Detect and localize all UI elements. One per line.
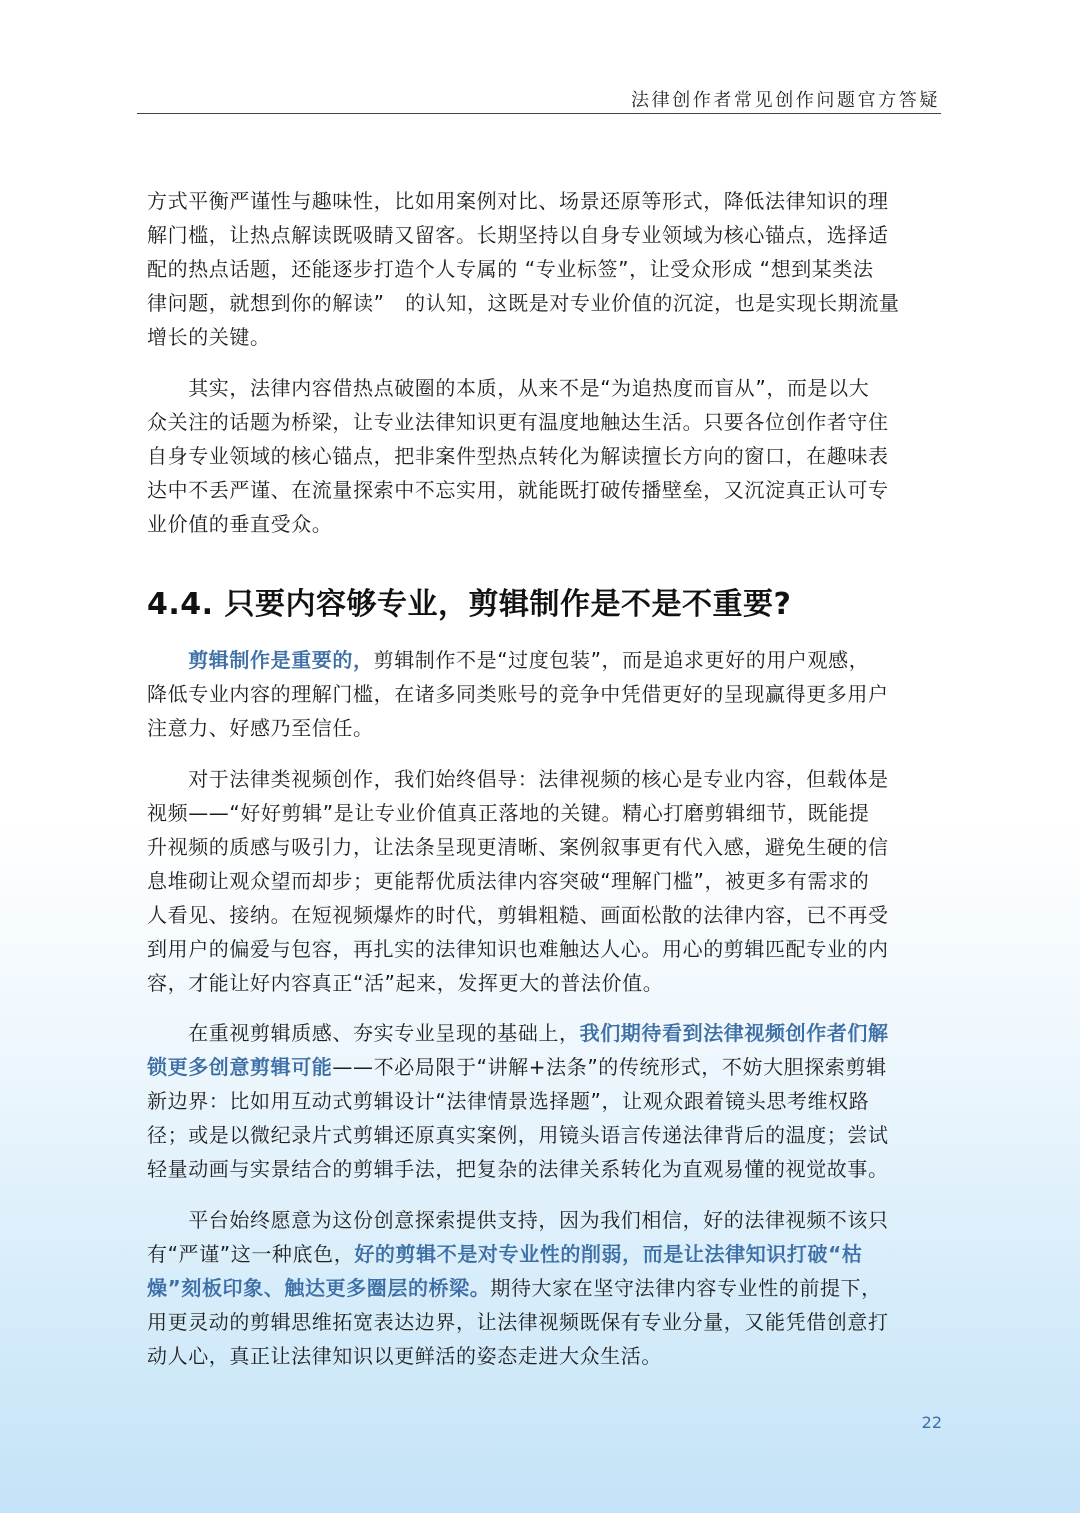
- paragraph-line: 人看见、接纳。在短视频爆炸的时代，剪辑粗糙、画面松散的法律内容，已不再受: [147, 903, 889, 927]
- paragraph-line: 降低专业内容的理解门槛，在诸多同类账号的竞争中凭借更好的呈现赢得更多用户: [147, 682, 889, 706]
- paragraph-line: 动人心，真正让法律知识以更鲜活的姿态走进大众生活。: [147, 1344, 662, 1368]
- paragraph-2: [147, 371, 933, 541]
- paragraph-line: [147, 1237, 933, 1271]
- body-text: 期待大家在坚守法律内容专业性的前提下，: [490, 1276, 882, 1300]
- paragraph-6: [147, 1203, 933, 1373]
- paragraph-line: 业价值的垂直受众。: [147, 512, 333, 536]
- paragraph-line: 众关注的话题为桥梁，让专业法律知识更有温度地触达生活。只要各位创作者守住: [147, 410, 889, 434]
- paragraph-line: 注意力、好感乃至信任。: [147, 716, 374, 740]
- paragraph-line: 自身专业领域的核心锚点，把非案件型热点转化为解读擅长方向的窗口，在趣味表: [147, 444, 889, 468]
- paragraph-line: [147, 1016, 933, 1050]
- paragraph-line: 用更灵动的剪辑思维拓宽表达边界，让法律视频既保有专业分量，又能凭借创意打: [147, 1310, 889, 1334]
- paragraph-line: 径；或是以微纪录片式剪辑还原真实案例，用镜头语言传递法律背后的温度；尝试: [147, 1123, 889, 1147]
- paragraph-line: 律问题，就想到你的解读” 的认知，这既是对专业价值的沉淀，也是实现长期流量: [147, 291, 900, 315]
- paragraph-5: [147, 1016, 933, 1186]
- header-divider: [137, 113, 941, 114]
- indent: [147, 648, 188, 672]
- paragraph-3: [147, 643, 933, 745]
- paragraph-line: 到用户的偏爱与包容，再扎实的法律知识也难触达人心。用心的剪辑匹配专业的内: [147, 937, 889, 961]
- paragraph-line: 视频——“好好剪辑”是让专业价值真正落地的关键。精心打磨剪辑细节，既能提: [147, 801, 870, 825]
- paragraph-line: 方式平衡严谨性与趣味性，比如用案例对比、场景还原等形式，降低法律知识的理: [147, 189, 889, 213]
- body-text: ——不必局限于“讲解+法条”的传统形式，不妨大胆探索剪辑: [332, 1055, 887, 1079]
- highlighted-text: 锁更多创意剪辑可能: [147, 1055, 333, 1079]
- paragraph-line: 配的热点话题，还能逐步打造个人专属的 “专业标签”，让受众形成 “想到某类法: [147, 257, 874, 281]
- body-text: 剪辑制作不是“过度包装”，而是追求更好的用户观感，: [373, 648, 870, 672]
- paragraph-line: [147, 643, 933, 677]
- paragraph-line: 增长的关键。: [147, 325, 271, 349]
- paragraph-line: [147, 1050, 933, 1084]
- paragraph-line: 其实，法律内容借热点破圈的本质，从来不是“为追热度而盲从”，而是以大: [147, 376, 870, 400]
- paragraph-line: 解门槛，让热点解读既吸睛又留客。长期坚持以自身专业领域为核心锚点，选择适: [147, 223, 889, 247]
- paragraph-line: 息堆砌让观众望而却步；更能帮优质法律内容突破“理解门槛”，被更多有需求的: [147, 869, 870, 893]
- paragraph-line: 升视频的质感与吸引力，让法条呈现更清晰、案例叙事更有代入感，避免生硬的信: [147, 835, 889, 859]
- paragraph-line: 对于法律类视频创作，我们始终倡导：法律视频的核心是专业内容，但载体是: [147, 767, 889, 791]
- section-heading: 4.4. 只要内容够专业，剪辑制作是不是不重要?: [147, 587, 792, 622]
- body-text: 有“严谨”这一种底色，: [147, 1242, 355, 1266]
- paragraph-line: 轻量动画与实景结合的剪辑手法，把复杂的法律关系转化为直观易懂的视觉故事。: [147, 1157, 889, 1181]
- paragraph-line: 平台始终愿意为这份创意探索提供支持，因为我们相信，好的法律视频不该只: [147, 1208, 889, 1232]
- paragraph-1: [147, 184, 933, 354]
- highlighted-text: 我们期待看到法律视频创作者们解: [579, 1021, 889, 1045]
- highlighted-text: 好的剪辑不是对专业性的削弱，而是让法律知识打破“枯: [354, 1242, 863, 1266]
- page-number: 22: [921, 1413, 942, 1432]
- highlighted-text: 剪辑制作是重要的，: [188, 648, 374, 672]
- paragraph-line: [147, 1271, 933, 1305]
- highlighted-text: 燥”刻板印象、触达更多圈层的桥梁。: [147, 1276, 491, 1300]
- paragraph-line: 容，才能让好内容真正“活”起来，发挥更大的普法价值。: [147, 971, 664, 995]
- running-header: 法律创作者常见创作问题官方答疑: [631, 90, 940, 111]
- paragraph-line: 达中不丢严谨、在流量探索中不忘实用，就能既打破传播壁垒，又沉淀真正认可专: [147, 478, 889, 502]
- paragraph-line: 新边界：比如用互动式剪辑设计“法律情景选择题”，让观众跟着镜头思考维权路: [147, 1089, 870, 1113]
- body-text: 在重视剪辑质感、夯实专业呈现的基础上，: [147, 1021, 580, 1045]
- paragraph-4: [147, 762, 933, 1000]
